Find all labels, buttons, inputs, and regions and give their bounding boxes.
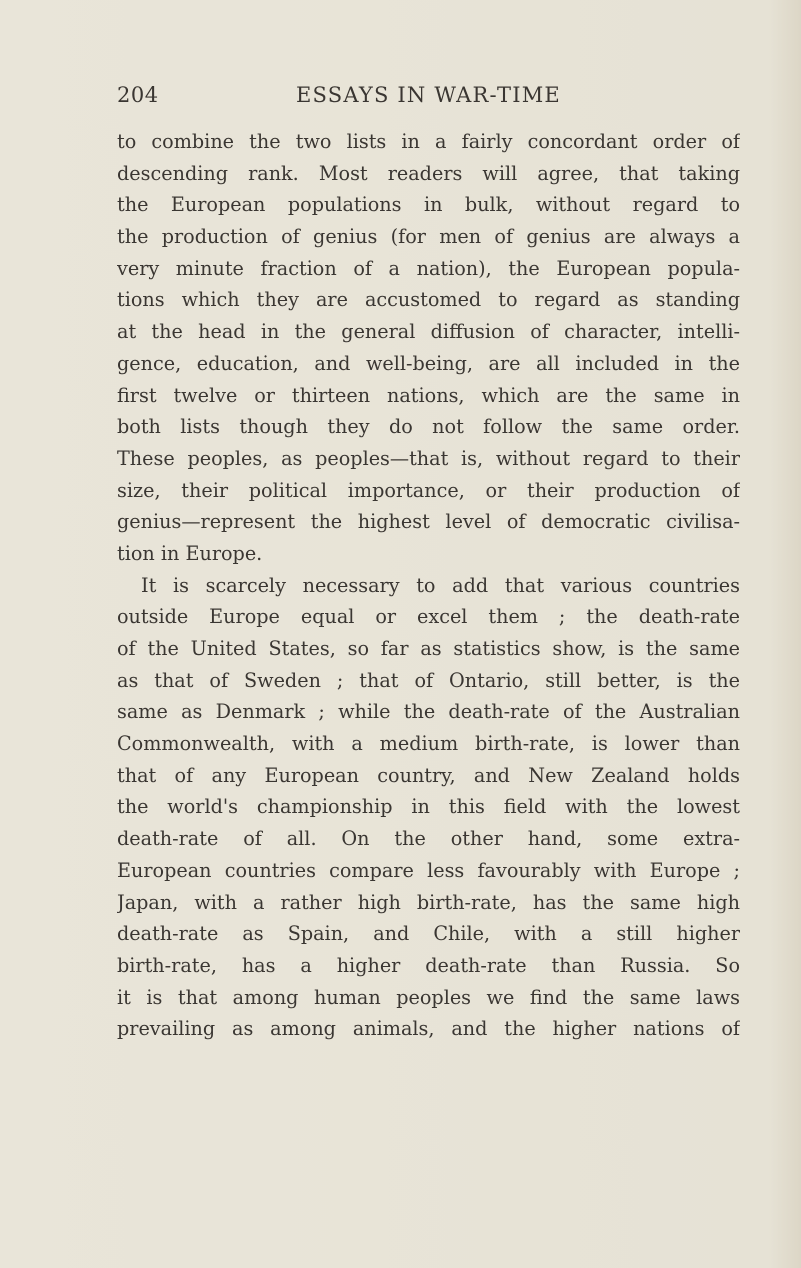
page-number: 204 — [117, 83, 159, 107]
running-head — [117, 78, 740, 112]
text-line: European countries compare less favourably with Europe ; — [117, 858, 740, 882]
text-line: as that of Sweden ; that of Ontario, still better, is the — [117, 668, 740, 692]
text-line: tions which they are accustomed to regard as standing — [117, 288, 740, 312]
text-line: death-rate as Spain, and Chile, with a still higher — [117, 922, 740, 946]
paragraph-end-line: tion in Europe. — [117, 541, 263, 565]
text-line: it is that among human peoples we find the same laws — [117, 985, 740, 1009]
text-line: descending rank. Most readers will agree, that taking — [117, 161, 740, 185]
text-line: genius—represent the highest level of democratic civilisa- — [117, 510, 740, 534]
text-line: birth-rate, has a higher death-rate than Russia. So — [117, 953, 740, 977]
text-line: gence, education, and well-being, are all included in the — [117, 351, 740, 375]
paragraph-start-line: It is scarcely necessary to add that various countries — [141, 573, 740, 597]
text-line: both lists though they do not follow the same order. — [117, 415, 740, 439]
text-line: to combine the two lists in a fairly concordant order of — [117, 130, 740, 153]
text-line: Japan, with a rather high birth-rate, has the same high — [117, 890, 740, 914]
text-line: outside Europe equal or excel them ; the death-rate — [117, 605, 740, 629]
text-line: prevailing as among animals, and the higher nations of — [117, 1017, 740, 1041]
text-line: death-rate of all. On the other hand, some extra- — [117, 827, 740, 851]
text-line: Commonwealth, with a medium birth-rate, is lower than — [117, 732, 740, 756]
text-line: very minute fraction of a nation), the European popula- — [117, 256, 740, 280]
text-line: at the head in the general diffusion of character, intelli- — [117, 320, 740, 344]
book-title: ESSAYS IN WAR-TIME — [296, 83, 561, 107]
text-line: the production of genius (for men of genius are always a — [117, 225, 740, 249]
text-line: that of any European country, and New Zealand holds — [117, 763, 740, 787]
text-line: the world's championship in this field with the lowest — [117, 795, 740, 819]
text-line: same as Denmark ; while the death-rate of the Australian — [117, 700, 740, 724]
text-line: first twelve or thirteen nations, which are the same in — [117, 383, 740, 407]
text-line: size, their political importance, or their production of — [117, 478, 740, 502]
body-text — [117, 126, 740, 1045]
text-line: of the United States, so far as statistics show, is the same — [117, 637, 740, 660]
text-line: These peoples, as peoples—that is, without regard to their — [117, 446, 740, 470]
text-line: the European populations in bulk, without regard to — [117, 193, 740, 217]
